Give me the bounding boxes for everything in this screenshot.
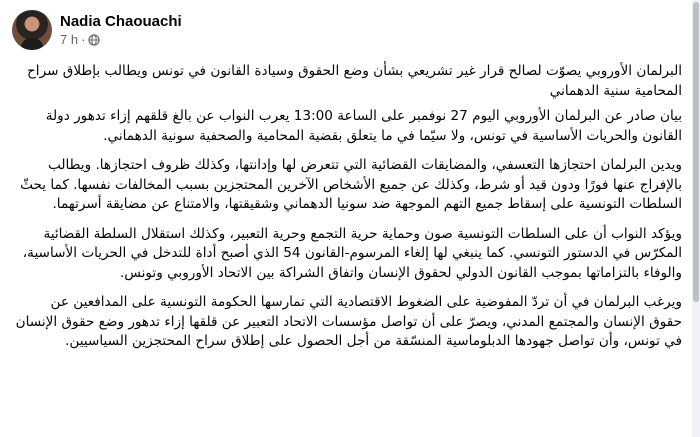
post-header bbox=[12, 8, 684, 52]
post-timestamp[interactable]: 7 h bbox=[60, 32, 79, 47]
post-paragraph: ويدين البرلمان احتجازها التعسفي، والمضايقات القضائية التي تتعرض لها وإدانتها، وكذلك ظروف احتجازها. ويطالب بالإفراج عنها فورًا ودون قيد أو شرط، وكذلك عن جميع الأشخاص الآخرين المحتجزين بسبب المخالفات نفسها. كما يحثّ السلطات التونسية على إسقاط جميع التهم الموجهة ضد سونيا الدهماني وشقيقتها، والامتناع عن مضايقة أسرتهما. bbox=[20, 157, 682, 212]
post-subline bbox=[60, 31, 182, 48]
post-paragraph: ويؤكد النواب أن على السلطات التونسية صون وحماية حرية التجمع وحرية التعبير، وكذلك استقلال السلطة القضائية المكرّس في الدستور التونسي. كما ينبغي لها إلغاء المرسوم-القانون 54 الذي أصبح أداة للتدخل في الحريات الأساسية، والوفاء بالتزاماتها بموجب القانون الدولي لحقوق الإنسان واتفاق الشراكة بين الاتحاد الأوروبي وتونس. bbox=[22, 225, 682, 281]
post-paragraph: ويرغب البرلمان في أن تردّ المفوضية على الضغوط الاقتصادية التي تمارسها الحكومة التونسية على المدافعين عن حقوق الإنسان والمجتمع المدني، ويصرّ على أن تواصل مؤسسات الاتحاد التعبير عن قلقها إزاء تدهور وضع حقوق الإنسان في تونس، وأن تواصل جهودها الدبلوماسية المنسّقة من أجل الحصول على إطلاق سراح المحتجزين السياسيين. bbox=[15, 294, 682, 349]
scrollbar-track[interactable] bbox=[692, 0, 700, 437]
globe-icon[interactable] bbox=[88, 34, 100, 46]
separator-dot: · bbox=[81, 32, 86, 47]
post-paragraph: بيان صادر عن البرلمان الأوروبي اليوم 27 نوفمبر على الساعة 13:00 يعرب النواب عن بالغ قلقهم إزاء تدهور دولة القانون والحريات الأساسية في تونس، ولا سيّما في ما يتعلق بقضية المحامية والصحفية سونية الدهماني. bbox=[45, 108, 682, 144]
avatar[interactable] bbox=[12, 10, 52, 50]
post-meta bbox=[60, 12, 182, 48]
post-body bbox=[12, 62, 684, 352]
author-name[interactable]: Nadia Chaouachi bbox=[60, 13, 182, 30]
post-paragraph-headline: البرلمان الأوروبي يصوّت لصالح قرار غير تشريعي بشأن وضع الحقوق وسيادة القانون في تونس ويطالب بإطلاق سراح المحامية سنية الدهماني bbox=[27, 63, 682, 99]
scrollbar-thumb[interactable] bbox=[693, 2, 699, 302]
